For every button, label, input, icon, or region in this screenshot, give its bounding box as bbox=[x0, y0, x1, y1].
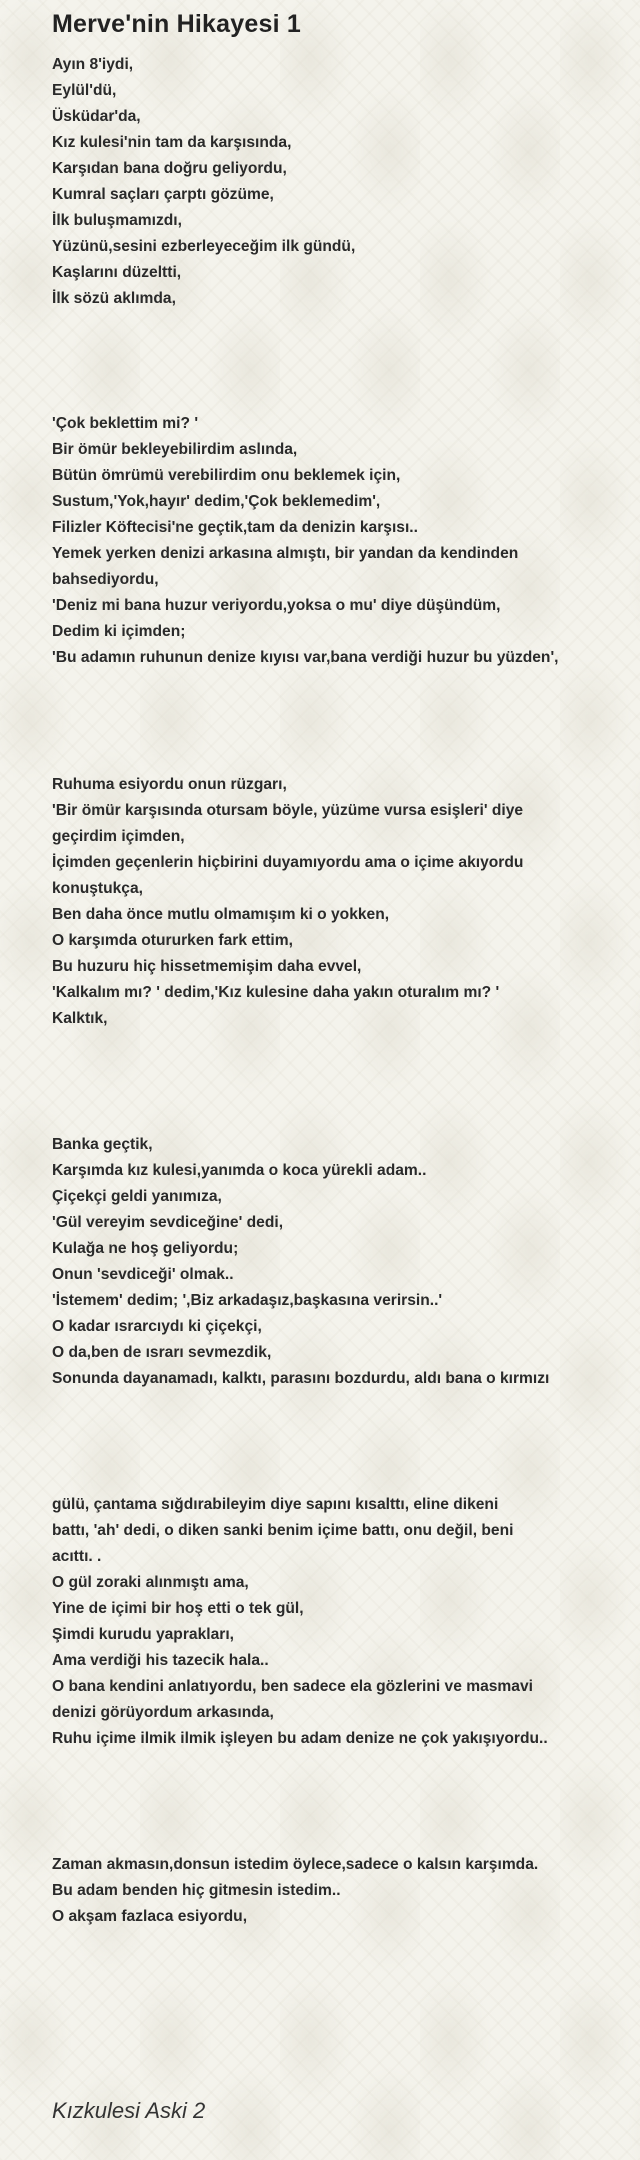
poem-line: O da,ben de ısrarı sevmezdik, bbox=[52, 1344, 272, 1361]
poem-line: İlk buluşmamızdı, bbox=[52, 212, 182, 229]
poem-line: Ben daha önce mutlu olmamışım ki o yokken, bbox=[52, 906, 390, 923]
poem-line: acıttı. . bbox=[52, 1548, 102, 1565]
poem-line: 'İstemem' dedim; ',Biz arkadaşız,başkasına verirsin..' bbox=[52, 1292, 443, 1309]
poem-line: 'Kalkalım mı? ' dedim,'Kız kulesine daha yakın oturalım mı? ' bbox=[52, 984, 500, 1001]
poem-line: Kumral saçları çarptı gözüme, bbox=[52, 186, 274, 203]
poem-line: Bu adam benden hiç gitmesin istedim.. bbox=[52, 1882, 341, 1899]
poem-line: Sustum,'Yok,hayır' dedim,'Çok beklemedim', bbox=[52, 493, 381, 510]
poem-line: Ayın 8'iydi, bbox=[52, 56, 134, 73]
poem-line: 'Çok beklettim mi? ' bbox=[52, 415, 199, 432]
poem-line: Bir ömür bekleyebilirdim aslında, bbox=[52, 441, 298, 458]
stanza-4 bbox=[52, 1132, 549, 1392]
poem-line: Zaman akmasın,donsun istedim öylece,sadece o kalsın karşımda. bbox=[52, 1856, 539, 1873]
poem-line: bahsediyordu, bbox=[52, 571, 159, 588]
poem-line: 'Bir ömür karşısında otursam böyle, yüzüme vursa esişleri' diye bbox=[52, 802, 524, 819]
poem-title: Merve'nin Hikayesi 1 bbox=[52, 10, 301, 38]
poem-line: denizi görüyordum arkasında, bbox=[52, 1704, 274, 1721]
poem-line: O gül zoraki alınmıştı ama, bbox=[52, 1574, 249, 1591]
stanza-1 bbox=[52, 52, 355, 312]
poem-line: battı, 'ah' dedi, o diken sanki benim içime battı, onu değil, beni bbox=[52, 1522, 514, 1539]
poem-line: Bütün ömrümü verebilirdim onu beklemek için, bbox=[52, 467, 401, 484]
poem-line: Karşıdan bana doğru geliyordu, bbox=[52, 160, 287, 177]
poem-line: Onun 'sevdiceği' olmak.. bbox=[52, 1266, 234, 1283]
stanza-2 bbox=[52, 411, 559, 671]
poem-line: Yine de içimi bir hoş etti o tek gül, bbox=[52, 1600, 304, 1617]
poem-line: Kulağa ne hoş geliyordu; bbox=[52, 1240, 239, 1257]
poem-line: 'Bu adamın ruhunun denize kıyısı var,bana verdiği huzur bu yüzden', bbox=[52, 649, 559, 666]
poem-line: O bana kendini anlatıyordu, ben sadece ela gözlerini ve masmavi bbox=[52, 1678, 533, 1695]
poem-line: Kalktık, bbox=[52, 1010, 108, 1027]
poem-line: Filizler Köftecisi'ne geçtik,tam da denizin karşısı.. bbox=[52, 519, 418, 536]
poem-line: Eylül'dü, bbox=[52, 82, 117, 99]
poem-line: Yüzünü,sesini ezberleyeceğim ilk gündü, bbox=[52, 238, 356, 255]
stanza-6 bbox=[52, 1852, 538, 1930]
poem-line: 'Deniz mi bana huzur veriyordu,yoksa o mu' diye düşündüm, bbox=[52, 597, 501, 614]
poem-line: 'Gül vereyim sevdiceğine' dedi, bbox=[52, 1214, 284, 1231]
poem-line: Banka geçtik, bbox=[52, 1136, 153, 1153]
poem-line: Sonunda dayanamadı, kalktı, parasını bozdurdu, aldı bana o kırmızı bbox=[52, 1370, 550, 1387]
poem-line: Üsküdar'da, bbox=[52, 108, 141, 125]
poem-line: geçirdim içimden, bbox=[52, 828, 185, 845]
poem-line: O karşımda otururken fark ettim, bbox=[52, 932, 293, 949]
poem-line: Çiçekçi geldi yanımıza, bbox=[52, 1188, 222, 1205]
poem-line: O kadar ısrarcıydı ki çiçekçi, bbox=[52, 1318, 262, 1335]
poem-line: Ama verdiği his tazecik hala.. bbox=[52, 1652, 269, 1669]
stanza-5 bbox=[52, 1492, 548, 1752]
poem-line: konuştukça, bbox=[52, 880, 143, 897]
poem-line: gülü, çantama sığdırabileyim diye sapını kısalttı, eline dikeni bbox=[52, 1496, 499, 1513]
poem-line: Ruhu içime ilmik ilmik işleyen bu adam denize ne çok yakışıyordu.. bbox=[52, 1730, 548, 1747]
poem-line: Karşımda kız kulesi,yanımda o koca yürekli adam.. bbox=[52, 1162, 427, 1179]
poem-footer-signature: Kızkulesi Aski 2 bbox=[52, 2098, 206, 2123]
poem-line: Şimdi kurudu yaprakları, bbox=[52, 1626, 234, 1643]
poem-line: Bu huzuru hiç hissetmemişim daha evvel, bbox=[52, 958, 362, 975]
poem-line: İlk sözü aklımda, bbox=[52, 290, 176, 307]
poem-line: Ruhuma esiyordu onun rüzgarı, bbox=[52, 776, 287, 793]
poem-line: Kız kulesi'nin tam da karşısında, bbox=[52, 134, 292, 151]
poem-line: Dedim ki içimden; bbox=[52, 623, 186, 640]
poem-line: İçimden geçenlerin hiçbirini duyamıyordu ama o içime akıyordu bbox=[52, 854, 524, 871]
poem-line: O akşam fazlaca esiyordu, bbox=[52, 1908, 248, 1925]
poem-line: Yemek yerken denizi arkasına almıştı, bir yandan da kendinden bbox=[52, 545, 519, 562]
stanza-3 bbox=[52, 772, 523, 1032]
poem-line: Kaşlarını düzeltti, bbox=[52, 264, 182, 281]
